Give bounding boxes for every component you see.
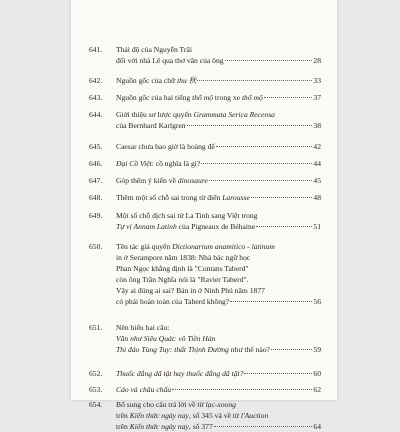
title-segment: Grammata Serica Recensa	[193, 110, 275, 119]
title-line	[116, 252, 321, 263]
title-line	[116, 410, 321, 421]
title-line	[116, 274, 321, 285]
entry-number: 649.	[89, 211, 103, 220]
title-segment: , số 377	[188, 422, 213, 431]
leader-dots	[251, 192, 313, 198]
page-number: 64	[313, 422, 321, 431]
title-line	[116, 192, 321, 203]
leader-dots	[230, 296, 312, 302]
title-segment: Nguồn gốc của chữ	[116, 76, 178, 85]
title-line	[116, 75, 321, 86]
page-number: 59	[313, 345, 321, 354]
entry-number: 652.	[89, 369, 103, 378]
title-segment: l'Auction	[240, 411, 269, 420]
title-segment: : cồ nghĩa là gì?	[151, 159, 201, 168]
title-segment: của Pigneaux de Béhaine	[176, 222, 256, 231]
title-line	[116, 285, 321, 296]
title-segment: có phải hoàn toàn của Taberd không?	[116, 297, 230, 306]
title-segment: Kiến thức ngày nay	[129, 411, 189, 420]
title-line	[116, 109, 321, 120]
entry-title	[116, 141, 321, 152]
entry-number: 644.	[89, 110, 103, 119]
page-number: 48	[313, 193, 321, 202]
leader-dots	[172, 384, 312, 390]
entry-number: 645.	[89, 142, 103, 151]
title-line	[116, 158, 321, 169]
title-segment: Thêm một số chỗ sai trong từ điển	[116, 193, 223, 202]
title-line	[116, 120, 321, 131]
title-segment: dinosaure	[177, 176, 208, 185]
page-number: 51	[313, 222, 321, 231]
title-segment: còn ông Trần Nghĩa nói là "Ravier Taberd".	[116, 275, 249, 284]
title-segment: Thuốc đắng dã tật hay thuốc đắng dã tật?	[116, 369, 244, 378]
title-segment: Tự vị Annam Latinh	[116, 222, 177, 231]
title-segment: , số 345 và về từ	[188, 411, 241, 420]
leader-dots	[187, 120, 313, 126]
entry-title	[116, 192, 321, 203]
title-segment: lạc-xoong	[205, 400, 236, 409]
title-segment: Vậy ai đúng ai sai? Bản in ở Ninh Phú năm 1877	[116, 286, 265, 295]
leader-dots	[201, 158, 312, 164]
page-number: 56	[313, 297, 321, 306]
entry-title	[116, 322, 321, 355]
title-segment: trên	[116, 422, 130, 431]
entry-title	[116, 44, 321, 66]
leader-dots	[216, 141, 313, 147]
page-number: 33	[313, 76, 321, 85]
leader-dots	[256, 221, 312, 227]
page-number: 60	[313, 369, 321, 378]
title-line	[116, 399, 321, 410]
title-line	[116, 92, 321, 103]
title-line	[116, 333, 321, 344]
title-segment: trên	[116, 411, 130, 420]
page-number: 62	[313, 385, 321, 394]
entry-title	[116, 158, 321, 169]
entry-number: 642.	[89, 76, 103, 85]
entry-number: 646.	[89, 159, 103, 168]
title-segment: Larousse	[222, 193, 250, 202]
title-line	[116, 344, 321, 355]
page-number: 38	[313, 121, 321, 130]
title-segment: Cáo và châu chấu	[116, 385, 172, 394]
entry-title	[116, 109, 321, 131]
leader-dots	[264, 92, 313, 98]
title-line	[116, 241, 321, 252]
entry-title	[116, 368, 321, 379]
title-segment: Kiến thức ngày nay	[129, 422, 189, 431]
title-segment: thổ mộ	[241, 93, 263, 102]
entry-number: 643.	[89, 93, 103, 102]
entry-title	[116, 210, 321, 232]
title-segment: của Bernhard Karlgren	[116, 121, 186, 130]
title-segment: trong xe	[213, 93, 242, 102]
entry-title	[116, 92, 321, 103]
title-segment: thu 秋	[177, 76, 197, 85]
title-segment: Phan Ngọc khẳng định là "Contans Taberd"	[116, 264, 249, 273]
leader-dots	[271, 344, 313, 350]
title-segment: Một số chỗ dịch sai từ La Tinh sang Việt trong	[116, 211, 258, 220]
title-line	[116, 44, 321, 55]
title-segment: Thái độ của Nguyễn Trãi	[116, 45, 192, 54]
title-segment: in ở Serampore năm 1838: Nhà bác ngữ học	[116, 253, 251, 262]
leader-dots	[244, 368, 312, 374]
title-line	[116, 384, 321, 395]
entry-number: 650.	[89, 242, 103, 251]
book-page	[71, 0, 337, 431]
entry-title	[116, 241, 321, 307]
title-segment: Dictionarium anamitico - latinum	[172, 242, 275, 251]
title-segment: Tên tác giả quyển	[116, 242, 173, 251]
leader-dots	[214, 421, 313, 427]
entry-title	[116, 175, 321, 186]
title-segment: Đại Cồ Việt	[116, 159, 152, 168]
entry-number: 654.	[89, 400, 103, 409]
entry-number: 653.	[89, 385, 103, 394]
title-line	[116, 296, 321, 307]
title-line	[116, 175, 321, 186]
title-line	[116, 55, 321, 66]
leader-dots	[209, 175, 313, 181]
title-segment: Nguồn gốc của hai tiếng	[116, 93, 193, 102]
title-line	[116, 210, 321, 221]
entry-title	[116, 384, 321, 395]
page-number: 44	[313, 159, 321, 168]
title-line	[116, 421, 321, 432]
entry-number: 648.	[89, 193, 103, 202]
title-segment: Giới thiệu sơ lược quyển	[116, 110, 194, 119]
title-line	[116, 368, 321, 379]
page-number: 37	[313, 93, 321, 102]
entry-number: 651.	[89, 323, 103, 332]
title-segment: Bổ sung cho câu trả lời về từ	[116, 400, 206, 409]
leader-dots	[225, 55, 313, 61]
entry-title	[116, 75, 321, 86]
title-segment: Thi đáo Tùng Tuy: thất Thịnh Đường	[116, 345, 229, 354]
page-number: 42	[313, 142, 321, 151]
title-segment: Nên hiểu hai câu:	[116, 323, 170, 332]
title-line	[116, 221, 321, 232]
entry-title	[116, 399, 321, 432]
title-segment: như thế nào?	[228, 345, 270, 354]
title-line	[116, 263, 321, 274]
title-segment: Caesar chưa bao giờ là hoàng đế	[116, 142, 215, 151]
title-segment: đối với nhà Lê qua thơ văn của ông	[116, 56, 224, 65]
title-segment: Góp thêm ý kiến về	[116, 176, 178, 185]
title-segment: Văn như Siêu Quát: vô Tiền Hán	[116, 334, 216, 343]
entry-number: 641.	[89, 45, 103, 54]
title-segment: thổ mộ	[192, 93, 214, 102]
page-number: 45	[313, 176, 321, 185]
page-number: 28	[313, 56, 321, 65]
leader-dots	[197, 75, 312, 81]
title-line	[116, 141, 321, 152]
entry-number: 647.	[89, 176, 103, 185]
title-line	[116, 322, 321, 333]
